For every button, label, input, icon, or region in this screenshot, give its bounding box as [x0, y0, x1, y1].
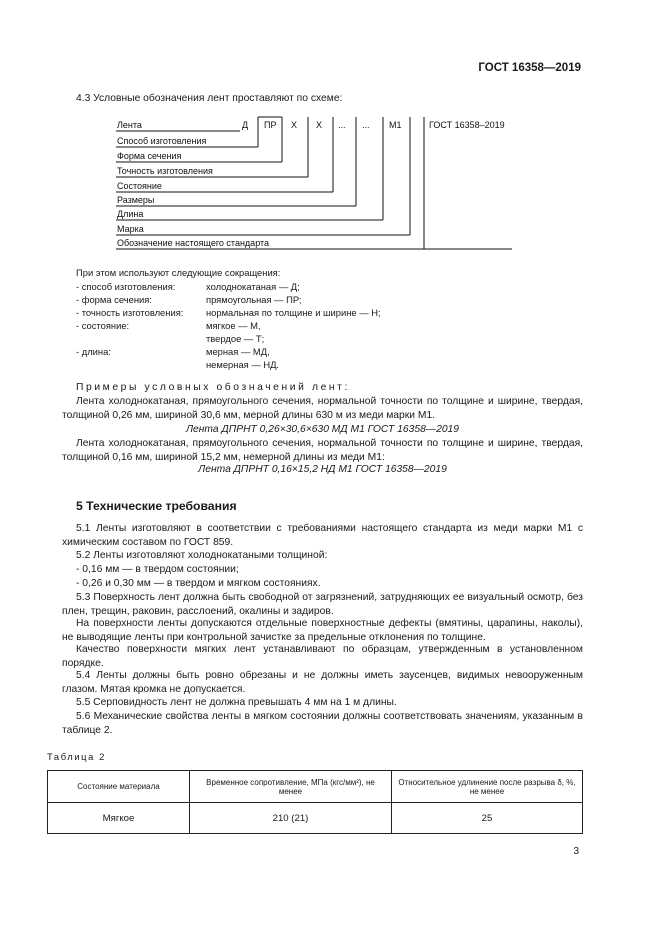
- scheme-code-size: ...: [338, 120, 346, 130]
- paragraph-5-3-defects: На поверхности ленты допускаются отдельные поверхностные дефекты (вмятины, царапины, наколы), не выводящие ленты при контрольной зачистке за предельные отклонения по толщине.: [62, 618, 583, 643]
- example-2-text: Лента холоднокатаная, прямоугольного сечения, нормальной точности по толщине и ширине, твердая, толщиной 0,16 мм, шириной 15,2 мм, немерной длины из меди М1:: [62, 438, 583, 463]
- scheme-row: Форма сечения: [117, 151, 182, 161]
- scheme-row: Способ изготовления: [117, 136, 207, 146]
- scheme-code-grade: М1: [389, 120, 402, 130]
- scheme-label-lenta: Лента: [117, 120, 142, 130]
- paragraph-5-4: 5.4 Ленты должны быть ровно обрезаны и не должны иметь заусенцев, видимых невооруженным глазом. Мятая кромка не допускается.: [62, 670, 583, 695]
- table-header-cell: Относительное удлинение после разрыва δ, %, не менее: [392, 771, 583, 803]
- abbrev-value: холоднокатаная — Д;: [206, 281, 300, 292]
- scheme-row: Точность изготовления: [117, 166, 213, 176]
- scheme-code-length: ...: [362, 120, 370, 130]
- table-2: [47, 770, 583, 834]
- paragraph-5-2-item: - 0,16 мм — в твердом состоянии;: [76, 564, 239, 575]
- scheme-code-method: Д: [242, 120, 249, 130]
- abbrev-intro: При этом используют следующие сокращения:: [76, 267, 281, 278]
- table-header-cell: Временное сопротивление, МПа (кгс/мм²), не менее: [190, 771, 392, 803]
- abbrev-value: немерная — НД.: [206, 359, 280, 370]
- abbrev-term: - форма сечения:: [76, 294, 152, 305]
- paragraph-5-5: 5.5 Серповидность лент не должна превышать 4 мм на 1 м длины.: [76, 697, 397, 708]
- scheme-code-state: Х: [316, 120, 323, 130]
- table-cell: Мягкое: [48, 803, 190, 834]
- scheme-code-section: ПР: [264, 120, 277, 130]
- designation-scheme: [0, 0, 661, 300]
- section-4-3-intro: 4.3 Условные обозначения лент проставляют по схеме:: [76, 93, 343, 104]
- abbrev-value: мерная — МД,: [206, 346, 270, 357]
- paragraph-5-1: 5.1 Ленты изготовляют в соответствии с требованиями настоящего стандарта из меди марки М1 с химическим составом по ГОСТ 859.: [62, 523, 583, 548]
- abbrev-value: нормальная по толщине и ширине — Н;: [206, 307, 381, 318]
- paragraph-5-3: 5.3 Поверхность лент должна быть свободной от загрязнений, затрудняющих ее визуальный осмотр, без плен, трещин, раковин, расслоений, окалины и задиров.: [62, 592, 583, 617]
- document-header: ГОСТ 16358—2019: [478, 62, 581, 74]
- example-1-text: Лента холоднокатаная, прямоугольного сечения, нормальной точности по толщине и ширине, твердая, толщиной 0,26 мм, шириной 30,6 мм, мерной длины 630 м из меди марки М1.: [62, 396, 583, 421]
- table-2-caption: Таблица 2: [47, 751, 106, 762]
- scheme-row: Состояние: [117, 181, 162, 191]
- abbrev-value: твердое — Т;: [206, 333, 265, 344]
- page-number: 3: [573, 846, 579, 857]
- abbrev-term: - состояние:: [76, 320, 130, 331]
- abbrev-value: прямоугольная — ПР;: [206, 294, 302, 305]
- scheme-code-standard: ГОСТ 16358–2019: [429, 120, 505, 130]
- abbrev-term: - длина:: [76, 346, 111, 357]
- example-1-code: Лента ДПРНТ 0,26×30,6×630 МД М1 ГОСТ 16358—2019: [185, 424, 460, 435]
- section-5-title: 5 Технические требования: [76, 499, 237, 513]
- paragraph-5-3-quality: Качество поверхности мягких лент устанавливают по образцам, утвержденным в установленном порядке.: [62, 644, 583, 669]
- scheme-row: Длина: [117, 209, 144, 219]
- scheme-row: Марка: [117, 224, 144, 234]
- scheme-row: Обозначение настоящего стандарта: [117, 238, 270, 248]
- paragraph-5-2: 5.2 Ленты изготовляют холоднокатаными толщиной:: [76, 550, 328, 561]
- examples-title: Примеры условных обозначений лент:: [76, 382, 350, 393]
- example-2-code: Лента ДПРНТ 0,16×15,2 НД М1 ГОСТ 16358—2019: [198, 464, 447, 475]
- abbrev-term: - способ изготовления:: [76, 281, 176, 292]
- table-header-cell: Состояние материала: [48, 771, 190, 803]
- abbrev-term: - точность изготовления:: [76, 307, 184, 318]
- scheme-row: Размеры: [117, 195, 155, 205]
- table-cell: 210 (21): [190, 803, 392, 834]
- abbrev-value: мягкое — М,: [206, 320, 261, 331]
- table-cell: 25: [392, 803, 583, 834]
- paragraph-5-2-item: - 0,26 и 0,30 мм — в твердом и мягком состояниях.: [76, 578, 321, 589]
- scheme-code-accuracy: Х: [291, 120, 298, 130]
- paragraph-5-6: 5.6 Механические свойства ленты в мягком состоянии должны соответствовать значениям, указанным в таблице 2.: [62, 711, 583, 736]
